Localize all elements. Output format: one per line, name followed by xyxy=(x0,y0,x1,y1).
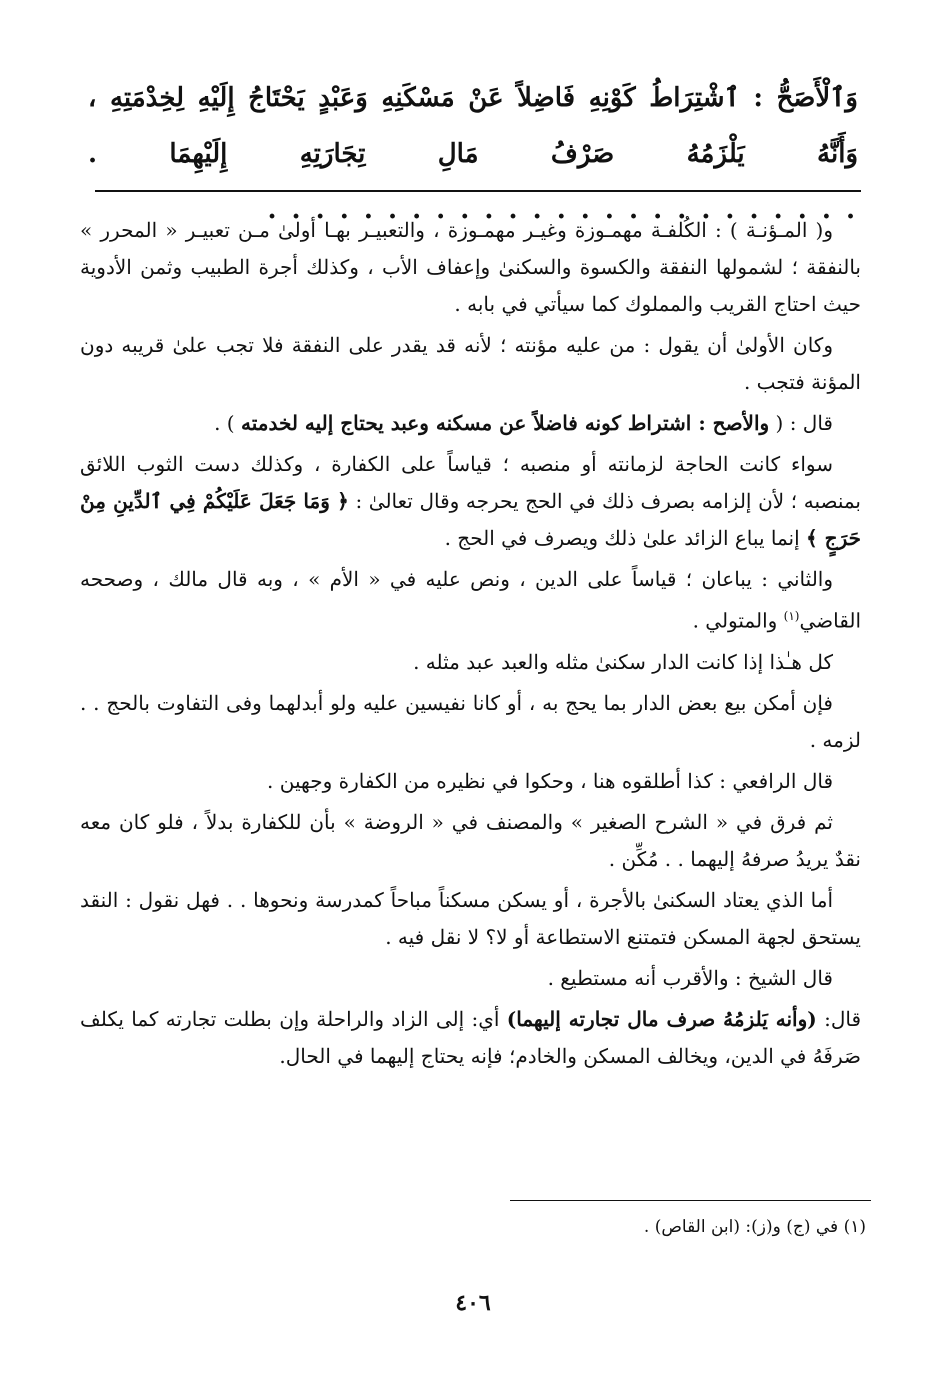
commentary-paragraph-11: قال الشيخ : والأقرب أنه مستطيع . xyxy=(547,965,833,990)
commentary-paragraph-10: أما الذي يعتاد السكنىٰ بالأجرة ، أو يسكن مسكناً مباحاً كمدرسة ونحوها . . فهل نقول : النقد يستحق لجهة المسكن فتمتنع الاستطاعة أو لا؟ لا نقل فيه . xyxy=(80,887,861,949)
commentary-paragraph-12 xyxy=(80,1001,861,1075)
commentary-paragraph-2: وكان الأولىٰ أن يقول : من عليه مؤنته ؛ لأنه قد يقدر على النفقة فلا تجب علىٰ قريبه دون المؤنة فتجب . xyxy=(80,333,861,394)
page-number: ٤٠٦ xyxy=(455,1290,491,1316)
p4-text-a: سواء كانت الحاجة لزمانته أو منصبه ؛ قياساً على الكفارة ، وكذلك دست الثوب اللائق بمنصبه ؛ لأن إلزامه بصرف ذلك في الحج يحرجه وقال تعالىٰ : xyxy=(80,452,862,513)
commentary-paragraph-3 xyxy=(80,405,861,442)
commentary-paragraph-9: ثم فرق في « الشرح الصغير » والمصنف في « الروضة » بأن للكفارة بدلاً ، فلو كان معه نقدٌ يريدُ صرفهُ إليهما . . مُكِّن . xyxy=(80,809,861,871)
commentary-paragraph-8: قال الرافعي : كذا أطلقوه هنا ، وحكوا في نظيره من الكفارة وجهين . xyxy=(267,768,833,793)
quran-verse: ﴿ وَمَا جَعَلَ عَلَيْكُمْ فِي ٱلدِّينِ مِنْ حَرَجٍ ﴾ xyxy=(80,489,861,550)
p12-text-b: أي: إلى الزاد والراحلة وإن بطلت تجارته كما يكلف صَرفَهُ في الدين، ويخالف المسكن والخادم؛ فإنه يحتاج إليهما في الحال. xyxy=(80,1006,861,1068)
p4-text-b: إنما يباع الزائد علىٰ ذلك ويصرف في الحج . xyxy=(444,526,806,550)
p3-intro: قال : ( xyxy=(769,411,833,435)
commentary xyxy=(80,212,861,1079)
p12-quoted-matn: (وأنه يَلزمُهُ صرف مال تجارته إليهما) xyxy=(506,1006,817,1031)
commentary-paragraph-6: كل هـٰذا إذا كانت الدار سكنىٰ مثله والعبد عبد مثله . xyxy=(413,649,833,674)
p3-end: ) . xyxy=(214,411,241,435)
commentary-paragraph-1: و( المـؤنـة ) : الكُلفـة مهمـوزة وغيـر مهمـوزة ، والتعبيـر بهـا أولىٰ مـن تعبيـر « المحرر » بالنفقة ؛ لشمولها النفقة والكسوة والسكنىٰ وإعفاف الأب ، وكذلك أجرة الطبيب وثمن الأدوية حيث احتاج القريب والمملوك كما سيأتي في بابه . xyxy=(80,218,861,316)
p12-text-a: قال: xyxy=(816,1006,862,1031)
commentary-paragraph-7: فإن أمكن بيع بعض الدار بما يحج به ، أو كانا نفيسين عليه ولو أبدلهما وفى التفاوت بالحج . . لزمه . xyxy=(80,690,861,752)
main-text-content: وَٱلْأَصَحُّ : ٱشْتِرَاطُ كَوْنِهِ فَاضِلاً عَنْ مَسْكَنِهِ وَعَبْدٍ يَحْتَاجُ إِلَيْهِ لِخِدْمَتِهِ ، وَأَنَّهُ يَلْزَمُهُ صَرْفُ مَالِ تِجَارَتِهِ إِلَيْهِمَا . xyxy=(88,83,858,169)
footnote: (١) في (ج) و(ز): (ابن القاص) . xyxy=(643,1217,866,1237)
commentary-paragraph-4 xyxy=(80,446,861,557)
main-text-dots: . . . . . . . . . . . . . . . . . . . . . . . . . xyxy=(267,195,858,225)
separator-rule xyxy=(95,190,861,192)
p3-quoted-matn: والأصح : اشتراط كونه فاضلاً عن مسكنه وعبد يحتاج إليه لخدمته xyxy=(240,411,770,435)
p5-text-b: والمتولي . xyxy=(692,608,784,633)
footnote-rule xyxy=(510,1200,871,1201)
p5-text-a: والثاني : يباعان ؛ قياساً على الدين ، ونص عليه في « الأم » ، وبه قال مالك ، وصححه القاضي xyxy=(80,567,861,633)
commentary-paragraph-5 xyxy=(80,561,861,640)
footnote-ref[interactable]: (١) xyxy=(783,609,800,623)
